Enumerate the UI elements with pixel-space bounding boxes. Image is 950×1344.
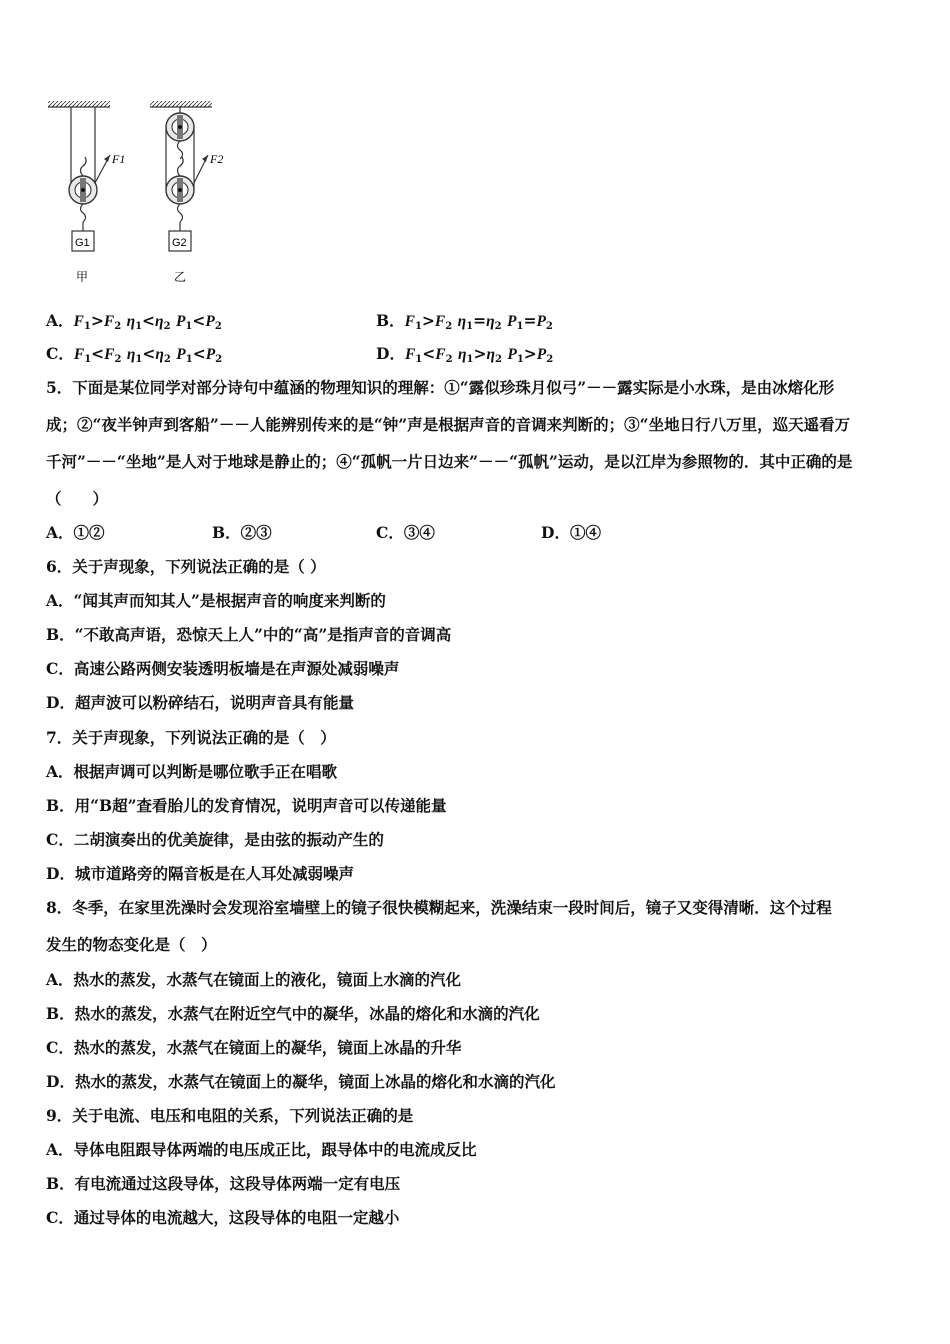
q6-option-a[interactable]: A．“闻其声而知其人”是根据声音的响度来判断的 xyxy=(46,591,386,610)
label-jia: 甲 xyxy=(76,270,89,284)
q5-option-a[interactable]: A．①② xyxy=(46,523,105,542)
q4-option-d[interactable]: D．$F_1<F_2$ $\eta_1>\eta_2$ $P_1>P_2$ xyxy=(376,344,554,365)
q8-option-b[interactable]: B．热水的蒸发，水蒸气在附近空气中的凝华，冰晶的熔化和水滴的汽化 xyxy=(46,1004,540,1023)
q7-option-a[interactable]: A．根据声调可以判断是哪位歌手正在唱歌 xyxy=(46,762,338,781)
q6-option-b[interactable]: B．“不敢高声语，恐惊天上人”中的“高”是指声音的音调高 xyxy=(46,625,452,644)
label-yi: 乙 xyxy=(174,270,187,284)
q6-option-d[interactable]: D．超声波可以粉碎结石，说明声音具有能量 xyxy=(46,693,354,712)
pulley-system-a xyxy=(48,101,110,251)
q9-option-c[interactable]: C．通过导体的电流越大，这段导体的电阻一定越小 xyxy=(46,1208,400,1227)
q5-stem-line: 千河”－－“坐地”是人对于地球是静止的；④“孤帆一片日边来”－－“孤帆”运动，是以江岸为参照物的．其中正确的是 xyxy=(46,452,853,471)
q4-option-c[interactable]: C．$F_1<F_2$ $\eta_1<\eta_2$ $P_1<P_2$ xyxy=(46,344,223,365)
force-label-f1: F1 xyxy=(112,152,126,166)
q5-stem-line: 5．下面是某位同学对部分诗句中蕴涵的物理知识的理解：①“露似珍珠月似弓”－－露实际是小水珠，是由冰熔化形 xyxy=(46,378,835,397)
q8-option-c[interactable]: C．热水的蒸发，水蒸气在镜面上的凝华，镜面上冰晶的升华 xyxy=(46,1038,462,1057)
q5-option-c[interactable]: C．③④ xyxy=(376,523,435,542)
pulley-system-b xyxy=(150,101,212,251)
q6-option-c[interactable]: C．高速公路两侧安装透明板墙是在声源处减弱噪声 xyxy=(46,659,400,678)
q5-option-b[interactable]: B．②③ xyxy=(212,523,272,542)
q8-stem-line: 8．冬季，在家里洗澡时会发现浴室墙壁上的镜子很快模糊起来，洗澡结束一段时间后，镜子又变得清晰．这个过程 xyxy=(46,898,832,917)
q5-stem-line: 成；②“夜半钟声到客船”－－人能辨别传来的是“钟”声是根据声音的音调来判断的；③“坐地日行八万里，巡天遥看万 xyxy=(46,415,851,434)
q8-option-a[interactable]: A．热水的蒸发，水蒸气在镜面上的液化，镜面上水滴的汽化 xyxy=(46,970,462,989)
weight-label-g2: G2 xyxy=(172,237,187,249)
q5-option-d[interactable]: D．①④ xyxy=(541,523,601,542)
q6-stem: 6．关于声现象，下列说法正确的是（ ） xyxy=(46,557,326,576)
q9-option-a[interactable]: A．导体电阻跟导体两端的电压成正比，跟导体中的电流成反比 xyxy=(46,1140,477,1159)
q7-option-c[interactable]: C．二胡演奏出的优美旋律，是由弦的振动产生的 xyxy=(46,830,384,849)
q7-option-d[interactable]: D．城市道路旁的隔音板是在人耳处减弱噪声 xyxy=(46,864,354,883)
q8-stem-line: 发生的物态变化是（ ） xyxy=(46,935,217,954)
pulley-figure xyxy=(40,95,240,290)
q8-option-d[interactable]: D．热水的蒸发，水蒸气在镜面上的凝华，镜面上冰晶的熔化和水滴的汽化 xyxy=(46,1072,556,1091)
q7-option-b[interactable]: B．用“B超”查看胎儿的发育情况，说明声音可以传递能量 xyxy=(46,796,447,815)
q9-stem: 9．关于电流、电压和电阻的关系，下列说法正确的是 xyxy=(46,1106,414,1125)
q4-option-a[interactable]: A．$F_1>F_2$ $\eta_1<\eta_2$ $P_1<P_2$ xyxy=(46,311,222,332)
q4-option-b[interactable]: B．$F_1>F_2$ $\eta_1=\eta_2$ $P_1=P_2$ xyxy=(376,311,553,332)
weight-label-g1: G1 xyxy=(75,237,90,249)
q9-option-b[interactable]: B．有电流通过这段导体，这段导体两端一定有电压 xyxy=(46,1174,401,1193)
force-label-f2: F2 xyxy=(210,152,224,166)
q7-stem: 7．关于声现象，下列说法正确的是（ ） xyxy=(46,728,336,747)
q5-stem-line: （ ） xyxy=(46,489,109,508)
